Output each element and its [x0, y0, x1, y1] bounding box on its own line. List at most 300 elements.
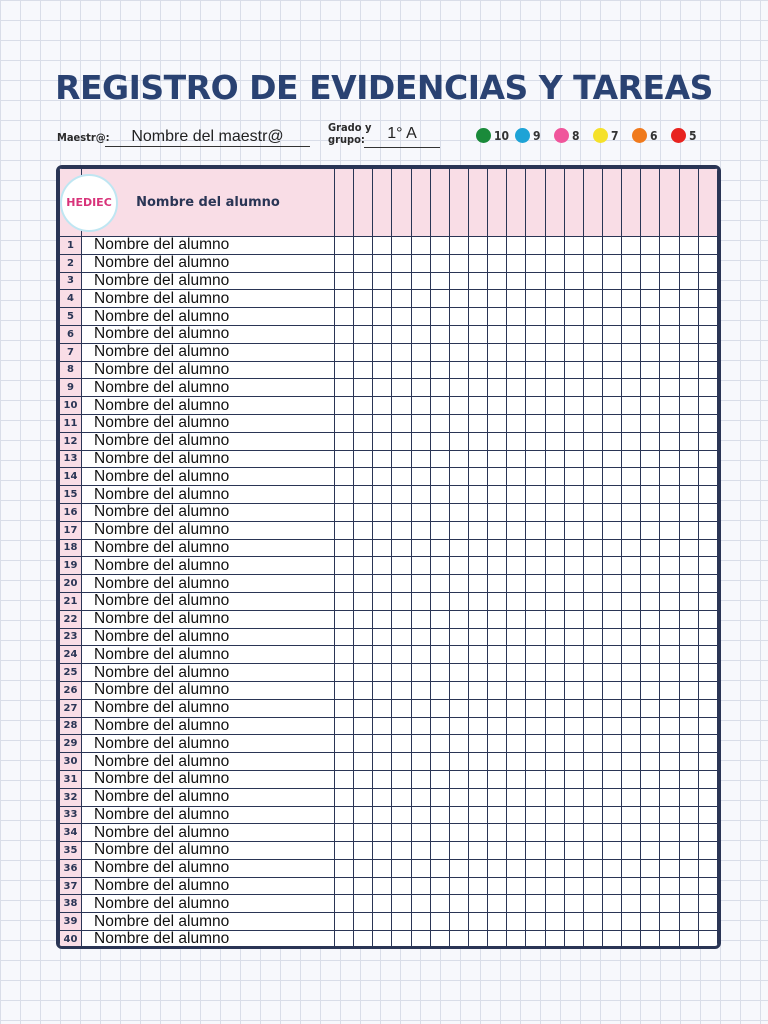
- evidence-cell[interactable]: [430, 450, 449, 468]
- evidence-cell[interactable]: [373, 931, 392, 949]
- evidence-cell[interactable]: [411, 664, 430, 682]
- evidence-cell[interactable]: [507, 753, 526, 771]
- evidence-cell[interactable]: [488, 895, 507, 913]
- evidence-cell[interactable]: [468, 699, 487, 717]
- evidence-cell[interactable]: [411, 753, 430, 771]
- evidence-cell[interactable]: [354, 397, 373, 415]
- evidence-cell[interactable]: [392, 877, 411, 895]
- evidence-cell[interactable]: [430, 414, 449, 432]
- evidence-cell[interactable]: [698, 308, 717, 326]
- evidence-cell[interactable]: [545, 664, 564, 682]
- activity-header-cell[interactable]: [468, 169, 487, 237]
- evidence-cell[interactable]: [392, 290, 411, 308]
- evidence-cell[interactable]: [430, 254, 449, 272]
- evidence-cell[interactable]: [679, 539, 698, 557]
- evidence-cell[interactable]: [660, 770, 679, 788]
- evidence-cell[interactable]: [449, 592, 468, 610]
- evidence-cell[interactable]: [660, 414, 679, 432]
- evidence-cell[interactable]: [602, 859, 621, 877]
- evidence-cell[interactable]: [335, 379, 354, 397]
- evidence-cell[interactable]: [411, 503, 430, 521]
- evidence-cell[interactable]: [373, 503, 392, 521]
- evidence-cell[interactable]: [354, 432, 373, 450]
- evidence-cell[interactable]: [449, 664, 468, 682]
- evidence-cell[interactable]: [449, 414, 468, 432]
- evidence-cell[interactable]: [698, 397, 717, 415]
- evidence-cell[interactable]: [354, 557, 373, 575]
- evidence-cell[interactable]: [698, 557, 717, 575]
- evidence-cell[interactable]: [335, 824, 354, 842]
- evidence-cell[interactable]: [564, 432, 583, 450]
- evidence-cell[interactable]: [622, 859, 641, 877]
- evidence-cell[interactable]: [564, 237, 583, 255]
- evidence-cell[interactable]: [660, 717, 679, 735]
- evidence-cell[interactable]: [468, 859, 487, 877]
- activity-header-cell[interactable]: [430, 169, 449, 237]
- evidence-cell[interactable]: [468, 628, 487, 646]
- evidence-cell[interactable]: [641, 272, 660, 290]
- evidence-cell[interactable]: [335, 521, 354, 539]
- evidence-cell[interactable]: [468, 895, 487, 913]
- evidence-cell[interactable]: [698, 343, 717, 361]
- evidence-cell[interactable]: [641, 770, 660, 788]
- evidence-cell[interactable]: [679, 806, 698, 824]
- evidence-cell[interactable]: [411, 735, 430, 753]
- evidence-cell[interactable]: [411, 272, 430, 290]
- evidence-cell[interactable]: [392, 343, 411, 361]
- evidence-cell[interactable]: [449, 931, 468, 949]
- evidence-cell[interactable]: [449, 842, 468, 860]
- evidence-cell[interactable]: [583, 343, 602, 361]
- evidence-cell[interactable]: [564, 770, 583, 788]
- evidence-cell[interactable]: [545, 717, 564, 735]
- evidence-cell[interactable]: [488, 503, 507, 521]
- evidence-cell[interactable]: [660, 290, 679, 308]
- evidence-cell[interactable]: [468, 610, 487, 628]
- evidence-cell[interactable]: [660, 308, 679, 326]
- evidence-cell[interactable]: [545, 343, 564, 361]
- evidence-cell[interactable]: [507, 681, 526, 699]
- evidence-cell[interactable]: [641, 237, 660, 255]
- evidence-cell[interactable]: [641, 681, 660, 699]
- evidence-cell[interactable]: [488, 753, 507, 771]
- evidence-cell[interactable]: [488, 539, 507, 557]
- evidence-cell[interactable]: [545, 681, 564, 699]
- evidence-cell[interactable]: [449, 343, 468, 361]
- student-name-cell[interactable]: Nombre del alumno: [82, 859, 335, 877]
- evidence-cell[interactable]: [641, 254, 660, 272]
- evidence-cell[interactable]: [564, 913, 583, 931]
- evidence-cell[interactable]: [449, 361, 468, 379]
- evidence-cell[interactable]: [507, 237, 526, 255]
- evidence-cell[interactable]: [660, 592, 679, 610]
- evidence-cell[interactable]: [660, 343, 679, 361]
- evidence-cell[interactable]: [373, 361, 392, 379]
- student-name-cell[interactable]: Nombre del alumno: [82, 895, 335, 913]
- evidence-cell[interactable]: [392, 379, 411, 397]
- evidence-cell[interactable]: [564, 254, 583, 272]
- evidence-cell[interactable]: [602, 735, 621, 753]
- evidence-cell[interactable]: [622, 628, 641, 646]
- evidence-cell[interactable]: [449, 788, 468, 806]
- evidence-cell[interactable]: [545, 931, 564, 949]
- evidence-cell[interactable]: [564, 788, 583, 806]
- evidence-cell[interactable]: [622, 681, 641, 699]
- evidence-cell[interactable]: [354, 842, 373, 860]
- evidence-cell[interactable]: [430, 806, 449, 824]
- evidence-cell[interactable]: [411, 237, 430, 255]
- evidence-cell[interactable]: [564, 343, 583, 361]
- evidence-cell[interactable]: [583, 859, 602, 877]
- student-name-cell[interactable]: Nombre del alumno: [82, 877, 335, 895]
- evidence-cell[interactable]: [526, 379, 545, 397]
- evidence-cell[interactable]: [507, 842, 526, 860]
- evidence-cell[interactable]: [335, 592, 354, 610]
- evidence-cell[interactable]: [411, 361, 430, 379]
- evidence-cell[interactable]: [660, 521, 679, 539]
- evidence-cell[interactable]: [622, 272, 641, 290]
- evidence-cell[interactable]: [449, 646, 468, 664]
- evidence-cell[interactable]: [602, 592, 621, 610]
- evidence-cell[interactable]: [698, 699, 717, 717]
- evidence-cell[interactable]: [622, 931, 641, 949]
- evidence-cell[interactable]: [602, 325, 621, 343]
- evidence-cell[interactable]: [354, 913, 373, 931]
- evidence-cell[interactable]: [583, 610, 602, 628]
- evidence-cell[interactable]: [449, 379, 468, 397]
- evidence-cell[interactable]: [622, 557, 641, 575]
- teacher-name-field[interactable]: Nombre del maestr@: [105, 128, 310, 147]
- evidence-cell[interactable]: [430, 842, 449, 860]
- evidence-cell[interactable]: [583, 664, 602, 682]
- student-name-cell[interactable]: Nombre del alumno: [82, 842, 335, 860]
- evidence-cell[interactable]: [411, 521, 430, 539]
- evidence-cell[interactable]: [354, 325, 373, 343]
- evidence-cell[interactable]: [564, 842, 583, 860]
- evidence-cell[interactable]: [602, 717, 621, 735]
- evidence-cell[interactable]: [564, 592, 583, 610]
- evidence-cell[interactable]: [641, 308, 660, 326]
- evidence-cell[interactable]: [545, 646, 564, 664]
- evidence-cell[interactable]: [526, 414, 545, 432]
- evidence-cell[interactable]: [507, 699, 526, 717]
- evidence-cell[interactable]: [583, 486, 602, 504]
- evidence-cell[interactable]: [641, 646, 660, 664]
- evidence-cell[interactable]: [449, 432, 468, 450]
- activity-header-cell[interactable]: [354, 169, 373, 237]
- evidence-cell[interactable]: [392, 646, 411, 664]
- evidence-cell[interactable]: [526, 646, 545, 664]
- evidence-cell[interactable]: [564, 414, 583, 432]
- evidence-cell[interactable]: [641, 414, 660, 432]
- evidence-cell[interactable]: [430, 717, 449, 735]
- evidence-cell[interactable]: [545, 361, 564, 379]
- evidence-cell[interactable]: [392, 753, 411, 771]
- evidence-cell[interactable]: [392, 592, 411, 610]
- evidence-cell[interactable]: [679, 646, 698, 664]
- evidence-cell[interactable]: [411, 486, 430, 504]
- evidence-cell[interactable]: [507, 557, 526, 575]
- evidence-cell[interactable]: [449, 717, 468, 735]
- evidence-cell[interactable]: [449, 806, 468, 824]
- evidence-cell[interactable]: [564, 931, 583, 949]
- evidence-cell[interactable]: [373, 575, 392, 593]
- evidence-cell[interactable]: [449, 699, 468, 717]
- evidence-cell[interactable]: [488, 521, 507, 539]
- evidence-cell[interactable]: [488, 397, 507, 415]
- evidence-cell[interactable]: [507, 272, 526, 290]
- evidence-cell[interactable]: [602, 450, 621, 468]
- evidence-cell[interactable]: [373, 397, 392, 415]
- evidence-cell[interactable]: [622, 913, 641, 931]
- evidence-cell[interactable]: [507, 343, 526, 361]
- evidence-cell[interactable]: [545, 913, 564, 931]
- evidence-cell[interactable]: [488, 664, 507, 682]
- evidence-cell[interactable]: [411, 699, 430, 717]
- evidence-cell[interactable]: [411, 913, 430, 931]
- evidence-cell[interactable]: [392, 610, 411, 628]
- student-name-cell[interactable]: Nombre del alumno: [82, 610, 335, 628]
- evidence-cell[interactable]: [660, 664, 679, 682]
- evidence-cell[interactable]: [526, 806, 545, 824]
- student-name-cell[interactable]: Nombre del alumno: [82, 788, 335, 806]
- evidence-cell[interactable]: [335, 806, 354, 824]
- evidence-cell[interactable]: [602, 361, 621, 379]
- evidence-cell[interactable]: [392, 237, 411, 255]
- evidence-cell[interactable]: [354, 592, 373, 610]
- evidence-cell[interactable]: [468, 735, 487, 753]
- evidence-cell[interactable]: [430, 272, 449, 290]
- activity-header-cell[interactable]: [526, 169, 545, 237]
- evidence-cell[interactable]: [488, 379, 507, 397]
- activity-header-cell[interactable]: [660, 169, 679, 237]
- student-name-cell[interactable]: Nombre del alumno: [82, 379, 335, 397]
- evidence-cell[interactable]: [354, 290, 373, 308]
- evidence-cell[interactable]: [526, 272, 545, 290]
- evidence-cell[interactable]: [430, 503, 449, 521]
- evidence-cell[interactable]: [564, 557, 583, 575]
- evidence-cell[interactable]: [641, 539, 660, 557]
- evidence-cell[interactable]: [335, 877, 354, 895]
- evidence-cell[interactable]: [335, 468, 354, 486]
- evidence-cell[interactable]: [335, 717, 354, 735]
- evidence-cell[interactable]: [373, 468, 392, 486]
- evidence-cell[interactable]: [373, 414, 392, 432]
- evidence-cell[interactable]: [354, 379, 373, 397]
- evidence-cell[interactable]: [449, 272, 468, 290]
- evidence-cell[interactable]: [622, 753, 641, 771]
- evidence-cell[interactable]: [526, 753, 545, 771]
- evidence-cell[interactable]: [679, 842, 698, 860]
- student-name-cell[interactable]: Nombre del alumno: [82, 308, 335, 326]
- evidence-cell[interactable]: [641, 592, 660, 610]
- evidence-cell[interactable]: [564, 628, 583, 646]
- student-name-cell[interactable]: Nombre del alumno: [82, 575, 335, 593]
- evidence-cell[interactable]: [583, 770, 602, 788]
- evidence-cell[interactable]: [679, 325, 698, 343]
- evidence-cell[interactable]: [622, 770, 641, 788]
- evidence-cell[interactable]: [373, 272, 392, 290]
- evidence-cell[interactable]: [373, 557, 392, 575]
- evidence-cell[interactable]: [392, 664, 411, 682]
- evidence-cell[interactable]: [392, 414, 411, 432]
- evidence-cell[interactable]: [545, 450, 564, 468]
- evidence-cell[interactable]: [507, 414, 526, 432]
- evidence-cell[interactable]: [449, 486, 468, 504]
- evidence-cell[interactable]: [449, 521, 468, 539]
- evidence-cell[interactable]: [545, 895, 564, 913]
- evidence-cell[interactable]: [602, 753, 621, 771]
- evidence-cell[interactable]: [679, 432, 698, 450]
- evidence-cell[interactable]: [411, 557, 430, 575]
- evidence-cell[interactable]: [507, 468, 526, 486]
- evidence-cell[interactable]: [488, 308, 507, 326]
- evidence-cell[interactable]: [622, 325, 641, 343]
- evidence-cell[interactable]: [641, 379, 660, 397]
- evidence-cell[interactable]: [392, 325, 411, 343]
- evidence-cell[interactable]: [660, 539, 679, 557]
- evidence-cell[interactable]: [564, 539, 583, 557]
- evidence-cell[interactable]: [449, 681, 468, 699]
- evidence-cell[interactable]: [622, 254, 641, 272]
- evidence-cell[interactable]: [583, 646, 602, 664]
- evidence-cell[interactable]: [411, 397, 430, 415]
- evidence-cell[interactable]: [583, 628, 602, 646]
- evidence-cell[interactable]: [488, 788, 507, 806]
- evidence-cell[interactable]: [583, 290, 602, 308]
- evidence-cell[interactable]: [392, 432, 411, 450]
- evidence-cell[interactable]: [468, 592, 487, 610]
- evidence-cell[interactable]: [602, 664, 621, 682]
- evidence-cell[interactable]: [488, 468, 507, 486]
- evidence-cell[interactable]: [526, 397, 545, 415]
- evidence-cell[interactable]: [641, 468, 660, 486]
- evidence-cell[interactable]: [354, 681, 373, 699]
- evidence-cell[interactable]: [641, 913, 660, 931]
- evidence-cell[interactable]: [660, 254, 679, 272]
- evidence-cell[interactable]: [526, 343, 545, 361]
- evidence-cell[interactable]: [679, 308, 698, 326]
- evidence-cell[interactable]: [507, 859, 526, 877]
- evidence-cell[interactable]: [602, 788, 621, 806]
- evidence-cell[interactable]: [488, 770, 507, 788]
- evidence-cell[interactable]: [449, 859, 468, 877]
- evidence-cell[interactable]: [335, 486, 354, 504]
- evidence-cell[interactable]: [583, 414, 602, 432]
- evidence-cell[interactable]: [526, 521, 545, 539]
- evidence-cell[interactable]: [430, 539, 449, 557]
- evidence-cell[interactable]: [335, 628, 354, 646]
- evidence-cell[interactable]: [373, 539, 392, 557]
- evidence-cell[interactable]: [564, 468, 583, 486]
- evidence-cell[interactable]: [488, 592, 507, 610]
- evidence-cell[interactable]: [468, 308, 487, 326]
- evidence-cell[interactable]: [564, 717, 583, 735]
- evidence-cell[interactable]: [622, 824, 641, 842]
- evidence-cell[interactable]: [698, 521, 717, 539]
- evidence-cell[interactable]: [545, 735, 564, 753]
- evidence-cell[interactable]: [583, 877, 602, 895]
- evidence-cell[interactable]: [641, 450, 660, 468]
- evidence-cell[interactable]: [392, 681, 411, 699]
- evidence-cell[interactable]: [430, 628, 449, 646]
- student-name-cell[interactable]: Nombre del alumno: [82, 824, 335, 842]
- evidence-cell[interactable]: [488, 842, 507, 860]
- evidence-cell[interactable]: [545, 610, 564, 628]
- evidence-cell[interactable]: [430, 681, 449, 699]
- student-name-cell[interactable]: Nombre del alumno: [82, 397, 335, 415]
- evidence-cell[interactable]: [373, 308, 392, 326]
- student-name-cell[interactable]: Nombre del alumno: [82, 325, 335, 343]
- evidence-cell[interactable]: [507, 308, 526, 326]
- evidence-cell[interactable]: [507, 913, 526, 931]
- evidence-cell[interactable]: [488, 913, 507, 931]
- evidence-cell[interactable]: [411, 414, 430, 432]
- student-name-cell[interactable]: Nombre del alumno: [82, 664, 335, 682]
- evidence-cell[interactable]: [698, 913, 717, 931]
- evidence-cell[interactable]: [507, 877, 526, 895]
- evidence-cell[interactable]: [373, 290, 392, 308]
- evidence-cell[interactable]: [468, 254, 487, 272]
- evidence-cell[interactable]: [373, 842, 392, 860]
- evidence-cell[interactable]: [679, 717, 698, 735]
- evidence-cell[interactable]: [335, 753, 354, 771]
- evidence-cell[interactable]: [545, 414, 564, 432]
- evidence-cell[interactable]: [354, 664, 373, 682]
- evidence-cell[interactable]: [564, 824, 583, 842]
- evidence-cell[interactable]: [430, 557, 449, 575]
- evidence-cell[interactable]: [698, 468, 717, 486]
- evidence-cell[interactable]: [602, 237, 621, 255]
- evidence-cell[interactable]: [335, 735, 354, 753]
- evidence-cell[interactable]: [468, 877, 487, 895]
- evidence-cell[interactable]: [449, 450, 468, 468]
- evidence-cell[interactable]: [641, 664, 660, 682]
- evidence-cell[interactable]: [430, 770, 449, 788]
- evidence-cell[interactable]: [373, 486, 392, 504]
- evidence-cell[interactable]: [507, 717, 526, 735]
- evidence-cell[interactable]: [679, 290, 698, 308]
- evidence-cell[interactable]: [507, 610, 526, 628]
- evidence-cell[interactable]: [468, 539, 487, 557]
- evidence-cell[interactable]: [679, 521, 698, 539]
- evidence-cell[interactable]: [392, 557, 411, 575]
- evidence-cell[interactable]: [602, 770, 621, 788]
- evidence-cell[interactable]: [602, 539, 621, 557]
- evidence-cell[interactable]: [488, 681, 507, 699]
- evidence-cell[interactable]: [354, 503, 373, 521]
- evidence-cell[interactable]: [335, 788, 354, 806]
- evidence-cell[interactable]: [660, 913, 679, 931]
- evidence-cell[interactable]: [602, 414, 621, 432]
- evidence-cell[interactable]: [679, 414, 698, 432]
- evidence-cell[interactable]: [392, 450, 411, 468]
- evidence-cell[interactable]: [622, 877, 641, 895]
- student-name-cell[interactable]: Nombre del alumno: [82, 753, 335, 771]
- evidence-cell[interactable]: [373, 592, 392, 610]
- evidence-cell[interactable]: [392, 735, 411, 753]
- evidence-cell[interactable]: [411, 842, 430, 860]
- evidence-cell[interactable]: [354, 646, 373, 664]
- evidence-cell[interactable]: [373, 343, 392, 361]
- evidence-cell[interactable]: [411, 859, 430, 877]
- evidence-cell[interactable]: [449, 895, 468, 913]
- evidence-cell[interactable]: [373, 646, 392, 664]
- evidence-cell[interactable]: [507, 397, 526, 415]
- evidence-cell[interactable]: [545, 432, 564, 450]
- evidence-cell[interactable]: [602, 379, 621, 397]
- evidence-cell[interactable]: [564, 290, 583, 308]
